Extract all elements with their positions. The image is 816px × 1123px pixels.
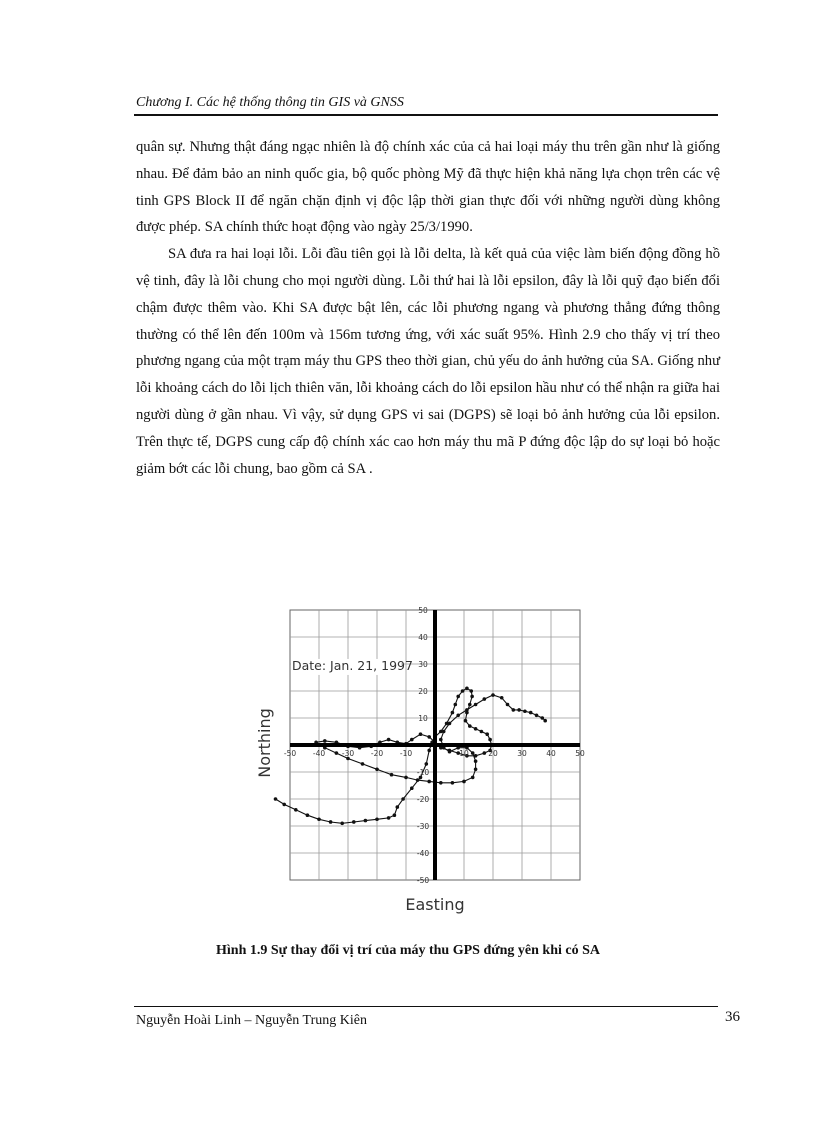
track-point <box>483 697 487 701</box>
x-tick-label: -50 <box>283 749 297 758</box>
track-point <box>323 739 327 743</box>
x-tick-label: 30 <box>517 749 527 758</box>
track-point <box>274 797 278 801</box>
header-rule <box>134 114 718 116</box>
gps-scatter-figure <box>250 600 595 930</box>
x-tick-label: -10 <box>399 749 413 758</box>
x-tick-label: 20 <box>488 749 498 758</box>
track-point <box>404 776 408 780</box>
track-point <box>401 797 405 801</box>
footer-authors: Nguyễn Hoài Linh – Nguyễn Trung Kiên <box>136 1013 367 1028</box>
track-point <box>340 822 344 826</box>
track-point <box>456 714 460 718</box>
x-tick-label: -30 <box>341 749 355 758</box>
track-point <box>282 803 286 807</box>
track-point <box>410 738 414 742</box>
track-point <box>416 778 420 782</box>
track-point <box>352 820 356 824</box>
track-point <box>529 711 533 715</box>
track-point <box>471 751 475 755</box>
y-tick-label: -50 <box>416 876 430 885</box>
track-point <box>543 719 547 723</box>
y-axis-title: Northing <box>255 708 274 778</box>
track-point <box>454 703 458 707</box>
y-tick-label: -10 <box>416 768 430 777</box>
page-number: 36 <box>725 1009 740 1025</box>
track-point <box>410 786 414 790</box>
track-point <box>427 735 431 739</box>
track-point <box>335 751 339 755</box>
track-point <box>480 730 484 734</box>
track-point <box>468 703 472 707</box>
track-point <box>375 768 379 772</box>
x-tick-label: -20 <box>370 749 384 758</box>
track-point <box>541 716 545 720</box>
track-point <box>306 813 310 817</box>
y-tick-label: 10 <box>418 714 428 723</box>
track-point <box>485 732 489 736</box>
track-point <box>317 817 321 821</box>
paragraph-2: SA đưa ra hai loại lỗi. Lỗi đầu tiên gọi là lỗi delta, là kết quả của việc làm biến động đồng hồ vệ tinh, đây là lỗi chung cho mọi người dùng. Lỗi thứ hai là lỗi epsilon, đây là lỗi quỹ đạo biến đổi chậm được thêm vào. Khi SA được bật lên, các lỗi phương ngang và phương thẳng đứng thông thường có thể lên đến 100m và 156m tương ứng, với xác suất 95%. Hình 2.9 cho thấy vị trí theo phương ngang của một trạm máy thu GPS theo thời gian, chủ yếu do ảnh hưởng của SA. Giống như lỗi khoảng cách do lỗi lịch thiên văn, lỗi khoảng cách do lỗi epsilon hầu như có thể nhận ra giữa hai người dùng ở gần nhau. Vì vậy, sử dụng GPS vi sai (DGPS) sẽ loại bỏ ảnh hưởng của lỗi epsilon. Trên thực tế, DGPS cung cấp độ chính xác cao hơn máy thu mã P đứng độc lập do sự loại bỏ hoặc giảm bớt các lỗi chung, bao gồm cả SA . <box>136 246 720 477</box>
y-tick-label: 50 <box>418 606 428 615</box>
track-point <box>506 703 510 707</box>
y-tick-label: 30 <box>418 660 428 669</box>
track-point <box>387 738 391 742</box>
track-point <box>427 749 431 753</box>
track-point <box>393 813 397 817</box>
track-point <box>512 708 516 712</box>
figure-caption: Hình 1.9 Sự thay đổi vị trí của máy thu GPS đứng yên khi có SA <box>216 943 600 958</box>
track-point <box>488 738 492 742</box>
x-tick-label: -40 <box>312 749 326 758</box>
track-point <box>442 730 446 734</box>
footer-rule <box>134 1006 718 1007</box>
y-tick-label: -30 <box>416 822 430 831</box>
track-point <box>364 819 368 823</box>
track-point <box>471 776 475 780</box>
date-annotation: Date: Jan. 21, 1997 <box>292 657 413 673</box>
track-point <box>375 817 379 821</box>
track-point <box>419 732 423 736</box>
track-point <box>425 762 429 766</box>
track-point <box>500 696 504 700</box>
x-tick-label: 50 <box>575 749 585 758</box>
track-point <box>465 687 469 691</box>
chapter-header: Chương I. Các hệ thống thông tin GIS và GNSS <box>136 95 404 110</box>
track-point <box>465 708 469 712</box>
track-point <box>474 703 478 707</box>
track-point <box>474 727 478 731</box>
y-tick-label: 40 <box>418 633 428 642</box>
track-point <box>387 816 391 820</box>
track-point <box>448 722 452 726</box>
x-tick-label: 40 <box>546 749 556 758</box>
track-point <box>483 751 487 755</box>
y-tick-label: 20 <box>418 687 428 696</box>
track-point <box>451 711 455 715</box>
track-point <box>448 750 452 754</box>
y-tick-label: -40 <box>416 849 430 858</box>
track-point <box>462 780 466 784</box>
track-point <box>427 780 431 784</box>
track-point <box>451 781 455 785</box>
track-point <box>439 738 443 742</box>
track-point <box>491 693 495 697</box>
paragraph-1: quân sự. Nhưng thật đáng ngạc nhiên là độ chính xác của cả hai loại máy thu trên gần như là giống nhau. Để đảm bảo an ninh quốc gia, bộ quốc phòng Mỹ đã thực hiện khả năng lựa chọn trên các vệ tinh GPS Block II để ngăn chặn định vị độc lập thời gian thực đối với những người dùng không được phép. SA chính thức hoạt động vào ngày 25/3/1990. <box>136 139 720 236</box>
track-point <box>535 714 539 718</box>
gps-position-chart <box>250 600 595 930</box>
y-tick-label: -20 <box>416 795 430 804</box>
track-point <box>396 805 400 809</box>
track-point <box>474 768 478 772</box>
track-point <box>470 695 474 699</box>
track-point <box>294 808 298 812</box>
track-point <box>390 773 394 777</box>
track-point <box>329 820 333 824</box>
track-point <box>474 759 478 763</box>
x-tick-label: 10 <box>459 749 469 758</box>
track-point <box>456 695 460 699</box>
track-point <box>474 754 478 758</box>
track-point <box>464 719 468 723</box>
track-point <box>439 781 443 785</box>
x-axis-title: Easting <box>405 895 465 914</box>
track-point <box>523 709 527 713</box>
track-point <box>361 762 365 766</box>
track-point <box>469 689 473 693</box>
track-point <box>517 708 521 712</box>
track-point <box>468 724 472 728</box>
track-point <box>461 689 465 693</box>
body-text <box>136 134 720 482</box>
